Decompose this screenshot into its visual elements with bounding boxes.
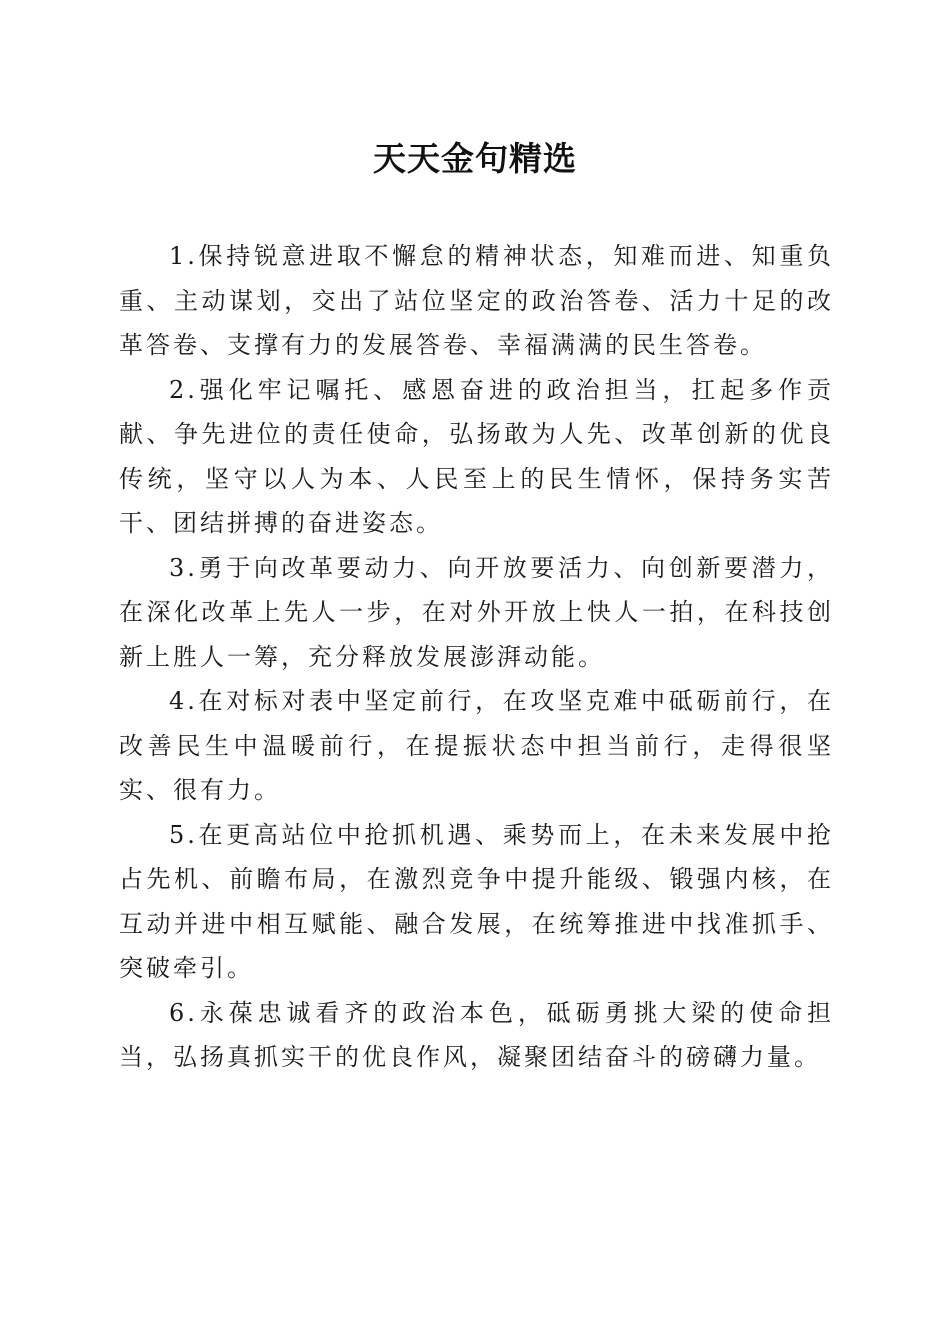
document-title: 天天金句精选: [373, 139, 577, 178]
paragraph-6: 6.永葆忠诚看齐的政治本色，砥砺勇挑大梁的使命担当，弘扬真抓实干的优良作风，凝聚团结奋斗的磅礴力量。: [119, 998, 834, 1071]
paragraph-1: 1.保持锐意进取不懈怠的精神状态，知难而进、知重负重、主动谋划，交出了站位坚定的政治答卷、活力十足的改革答卷、支撑有力的发展答卷、幸福满满的民生答卷。: [119, 242, 834, 359]
paragraph-4: 4.在对标对表中坚定前行，在攻坚克难中砥砺前行，在改善民生中温暖前行，在提振状态中担当前行，走得很坚实、很有力。: [119, 687, 834, 804]
paragraph-3: 3.勇于向改革要动力、向开放要活力、向创新要潜力，在深化改革上先人一步，在对外开放上快人一拍，在科技创新上胜人一筹，充分释放发展澎湃动能。: [119, 553, 834, 671]
paragraph-2: 2.强化牢记嘱托、感恩奋进的政治担当，扛起多作贡献、争先进位的责任使命，弘扬敢为人先、改革创新的优良传统，坚守以人为本、人民至上的民生情怀，保持务实苦干、团结拼搏的奋进姿态。: [119, 375, 834, 537]
document-body: [119, 234, 834, 1080]
paragraph-5: 5.在更高站位中抢抓机遇、乘势而上，在未来发展中抢占先机、前瞻布局，在激烈竞争中提升能级、锻强内核，在互动并进中相互赋能、融合发展，在统筹推进中找准抓手、突破牵引。: [119, 820, 834, 982]
